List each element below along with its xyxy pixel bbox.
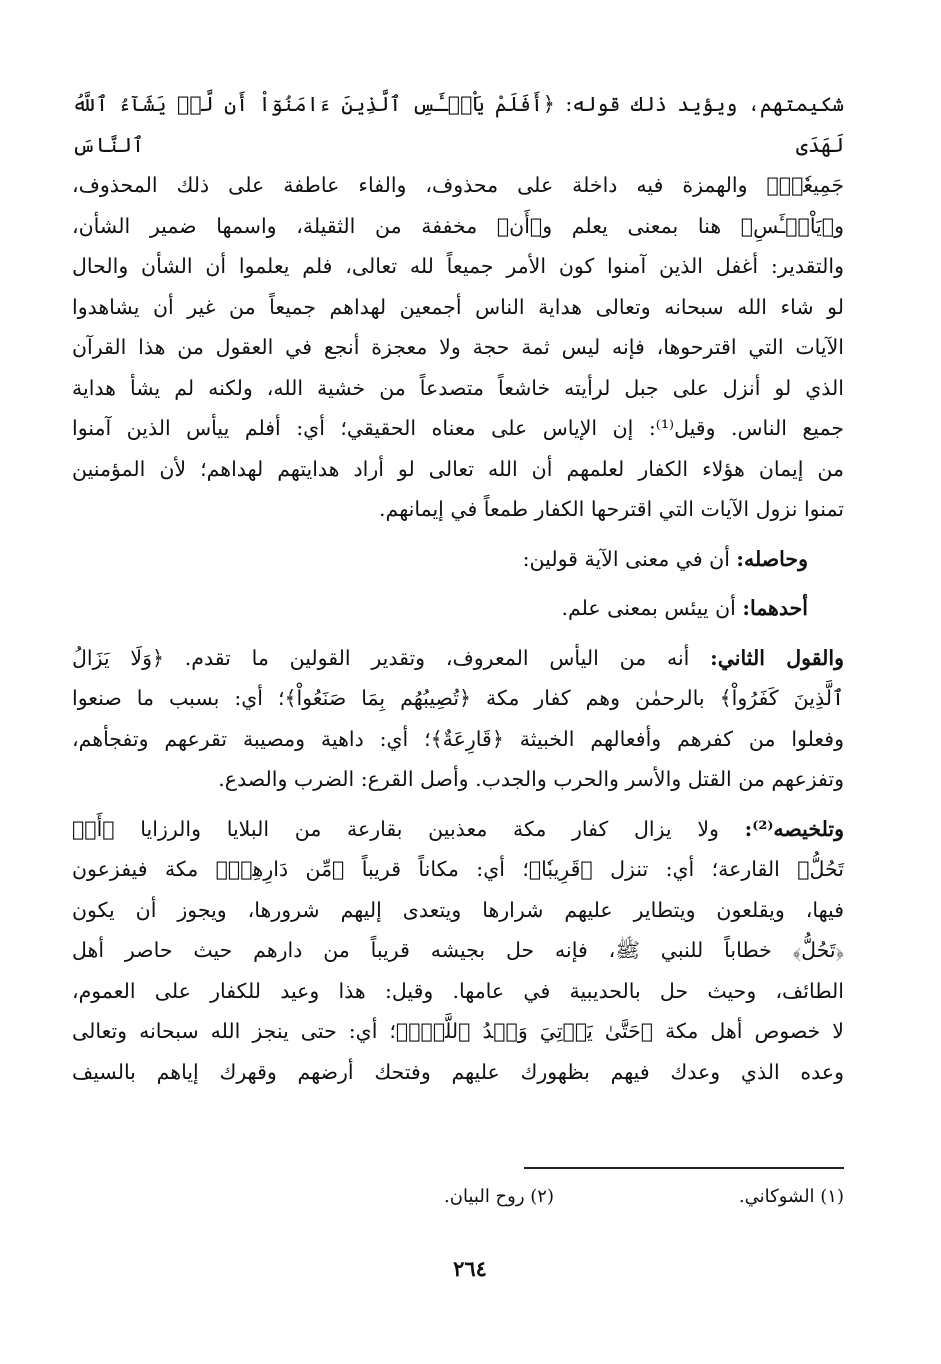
paragraph-lead: وحاصله: [736, 546, 808, 571]
paragraph-4 [72, 638, 844, 800]
text-line-with-lead [72, 638, 844, 679]
paragraph-lead: وتلخيصه⁽²⁾: [744, 816, 844, 841]
paragraph-lead: أحدهما: [742, 596, 808, 620]
text-line: أنه من اليأس المعروف، وتقدير القولين ما تقدم. ﴿وَلَا يَزَالُ [72, 645, 690, 670]
text-line: ولا يزال كفار مكة معذبين بقارعة من البلايا والرزايا ﴿أَوۡ [72, 816, 719, 841]
text-line: وعده الذي وعدك فيهم بظهورك عليهم وفتحك أرضهم وقهرك إياهم بالسيف [72, 1059, 844, 1084]
text-line: الذي لو أنزل على جبل لرأيته خاشعاً متصدعاً من خشية الله، ولكنه لم يشأ هداية [72, 375, 844, 400]
text-line: من إيمان هؤلاء الكفار لعلمهم أن الله تعالى لو أراد هدايتهم لهداهم؛ لأن المؤمنين [72, 456, 844, 481]
text-line: أن ييئس بمعنى علم. [561, 596, 736, 620]
footnote-2: (٢) روح البيان. [444, 1186, 554, 1207]
footnotes [260, 1186, 844, 1218]
footnote-1: (١) الشوكاني. [738, 1186, 844, 1207]
text-line: أن في معنى الآية قولين: [522, 546, 730, 571]
text-line: الطائف، وحيث حل بالحديبية في عامها. وقيل: هذا وعيد للكفار على العموم، [72, 978, 844, 1003]
page-number: ٢٦٤ [453, 1256, 487, 1281]
text-line: وتفزعهم من القتل والأسر والحرب والجدب. وأصل القرع: الضرب والصدع. [218, 767, 844, 791]
paragraph-3 [72, 588, 844, 629]
text-line: الآيات التي اقترحوها، فإنه ليس ثمة حجة ولا معجزة أنجع في العقول من هذا القرآن [72, 335, 844, 359]
text-line-with-lead [72, 809, 844, 850]
paragraph-5 [72, 809, 844, 1093]
paragraph-lead: والقول الثاني: [710, 645, 844, 670]
text-line: لو شاء الله سبحانه وتعالى هداية الناس أجمعين لهداهم جميعاً من غير أن يشاهدوا [72, 294, 844, 319]
text-line: فيها، ويقلعون ويتطاير عليهم شرارها ويتعدى إليهم شرورها، ويجوز أن يكون [72, 897, 844, 922]
body-text [72, 84, 844, 1092]
text-line: ٱلَّذِينَ كَفَرُواْ﴾ بالرحمٰن وهم كفار مكة ﴿تُصِيبُهُم بِمَا صَنَعُواْ﴾؛ أي: بسبب ما صنعوا [72, 686, 844, 710]
text-line: جميع الناس. وقيل⁽¹⁾: إن الإياس على معناه الحقيقي؛ أي: أفلم ييأس الذين آمنوا [72, 416, 845, 440]
text-line: تَحُلُّ﴾ القارعة؛ أي: تنزل ﴿قَرِيبٗا﴾؛ أي: مكاناً قريباً ﴿مِّن دَارِهِمۡ﴾ مكة فيفزعون [72, 857, 844, 881]
paragraph-2 [72, 539, 844, 580]
footnote-divider [524, 1167, 844, 1169]
text-line: لا خصوص أهل مكة ﴿حَتَّىٰ يَأۡتِيَ وَعۡدُ ٱللَّهِۚ﴾؛ أي: حتى ينجز الله سبحانه وتعالى [72, 1019, 844, 1043]
text-line: و﴿يَاْيۡـَٔسِ﴾ هنا بمعنى يعلم و﴿أَن﴾ مخففة من الثقيلة، واسمها ضمير الشأن، [72, 213, 844, 238]
text-line: تمنوا نزول الآيات التي اقترحها الكفار طمعاً في إيمانهم. [379, 497, 844, 521]
text-line: جَمِيعٗاۗ﴾ والهمزة فيه داخلة على محذوف، والفاء عاطفة على ذلك المحذوف، [72, 173, 844, 197]
paragraph-1 [72, 84, 844, 530]
text-line: ﴿تَحُلُّ﴾ خطاباً للنبي ﷺ، فإنه حل بجيشه قريباً من دارهم حيث حاصر أهل [72, 938, 844, 962]
text-line: والتقدير: أغفل الذين آمنوا كون الأمر جميعاً لله تعالى، فلم يعلموا أن الشأن والحال [72, 254, 844, 278]
text-line: وفعلوا من كفرهم وأفعالهم الخبيثة ﴿قَارِعَةٌ﴾؛ أي: داهية ومصيبة تقرعهم وتفجأهم، [72, 726, 844, 751]
text-line: شكيمتهم، ويؤيد ذلك قوله: ﴿أَفَلَمْ يَاْيۡـَٔسِ ٱلَّذِينَ ءَامَنُوٓاْ أَن لَّوۡ يَشَآءُ ٱللَّهُ لَهَدَى ٱلنَّاسَ [72, 92, 844, 157]
